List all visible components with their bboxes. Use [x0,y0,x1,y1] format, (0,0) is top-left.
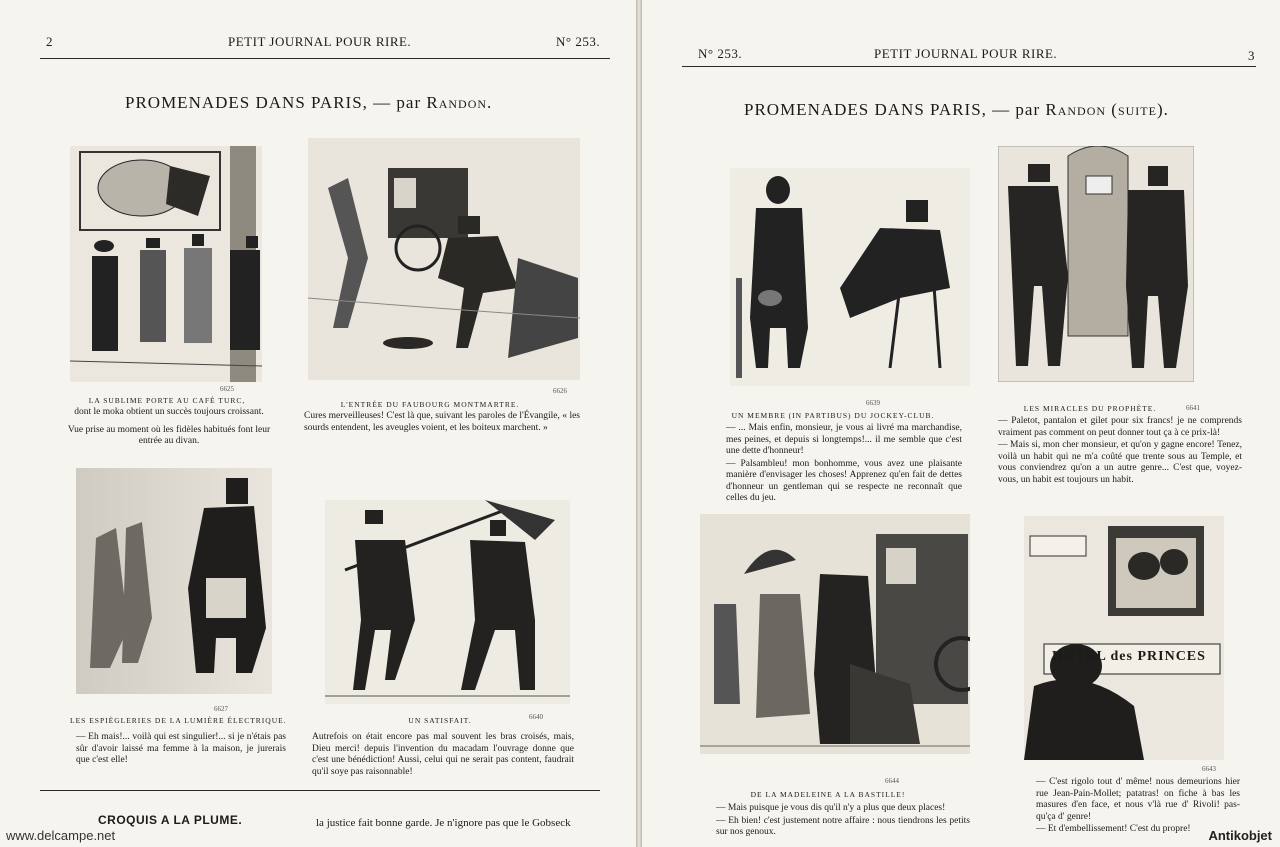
issue-number-right: N° 253. [698,46,743,61]
illustration-cafe-turc [70,146,262,382]
text-line: Cures merveilleuses! C'est là que, suivant les paroles de l'Évangile, « les sourds entendent, les aveugles voient, et les boiteux marchent. » [304,411,580,433]
plate-number: 6640 [529,713,543,721]
illustration-madeleine-bastille [700,514,970,754]
text-line: dont le moka obtient un succès toujours croissant. [74,407,264,417]
running-title-right: PETIT JOURNAL POUR RIRE. [874,46,1058,61]
text-line: — Eh bien! c'est justement notre affaire : nous tiendrons les petits sur nos genoux. [716,815,970,837]
text-line: — Mais si, mon cher monsieur, et qu'on y gagne encore! Tenez, voilà un habit qui ne m'a coûté que trente sous au Temple, et vous conviendrez qu'on a un autre genre... C'est que, voyez-vous, un habit est toujours un habit. [998,440,1242,485]
left-page [0,0,636,847]
illustration-jockey-club [730,168,970,386]
bottom-rule-left [40,790,600,791]
text-line: Autrefois on était encore pas mal souvent les bras croisés, mais, Dieu merci! depuis l'invention du macadam l'ouvrage donne que c'est une bénédiction! Aussi, celui qui ne serait pas content, faudrait qu'il soye pas raisonnable! [312,732,574,777]
caption-jockey-club: UN MEMBRE (IN PARTIBUS) DU JOCKEY-CLUB. [731,411,935,420]
plate-number: 6627 [214,705,228,713]
caption-cafe-turc: LA SUBLIME PORTE AU CAFÉ TURC, [88,396,246,405]
text-line: — ... Mais enfin, monsieur, je vous ai livré ma marchandise, mes peines, et depuis si longtemps!... il me semble que c'est une dette d'honneur! [726,423,962,456]
title-main: PROMENADES DANS PARIS, — [744,100,1011,119]
plate-number: 6643 [1202,765,1216,773]
title-by: par [396,93,422,112]
caption-madeleine-bastille: DE LA MADELEINE A LA BASTILLE! [750,790,906,799]
plate-number: 6626 [553,387,567,395]
illustration-faubourg-montmartre [308,138,580,380]
title-author: Randon. [426,93,493,112]
illustration-lumiere-electrique [76,468,272,694]
caption-miracles-prophete: LES MIRACLES DU PROPHÈTE. [1023,404,1157,413]
text-line: — Palsambleu! mon bonhomme, vous avez une plaisante manière d'envisager les choses! Apprenez qu'en fait de dettes d'honneur un gentleman qui se respecte ne reconnaît que celles du jeu. [726,458,962,503]
title-main: PROMENADES DANS PARIS, — [125,93,392,112]
illustration-miracles-prophete [998,146,1194,382]
watermark-antikobjet: Antikobjet [1208,828,1272,843]
title-author: Randon (suite). [1045,100,1169,119]
header-rule-left [40,58,610,59]
text-line: — Eh mais!... voilà qui est singulier!... si je n'étais pas sûr d'avoir laissé ma femme à la maison, je jurerais que c'est elle! [76,732,286,765]
caption-lumiere-electrique: LES ESPIÈGLERIES DE LA LUMIÈRE ÉLECTRIQUE. [70,716,287,725]
hotel-sign: HOTEL des PRINCES [1052,649,1206,664]
illustration-un-satisfait [325,500,570,704]
page-number-right: 3 [1248,48,1255,63]
text-line: — Et d'embellissement! C'est du propre! [1036,824,1191,834]
title-by: par [1015,100,1041,119]
text-line: — Paletot, pantalon et gilet pour six francs! je ne comprends vraiment pas comment on peut donner tout ça à ce prix-là! [998,416,1242,438]
text-cafe-turc [66,407,272,449]
issue-number-left: N° 253. [556,34,601,49]
text-jockey-club [726,423,962,506]
right-page [642,0,1280,847]
plate-number: 6644 [885,777,899,785]
caption-un-satisfait: UN SATISFAIT. [408,716,472,725]
watermark-delcampe: www.delcampe.net [6,828,116,843]
text-miracles-prophete [998,416,1242,487]
text-line: — Mais puisque je vous dis qu'il n'y a plus que deux places! [716,803,946,813]
plate-number: 6625 [220,385,234,393]
text-line: — C'est rigolo tout d' même! nous demeurions hier rue Jean-Pain-Mollet; patatras! on fiche à bas les masures d'en face, et nous v'là rue d' Rivoli! pas-qu'ça d' genre! [1036,777,1240,822]
text-faubourg-montmartre [304,411,580,435]
text-line: Vue prise au moment où les fidèles habitués font leur entrée au divan. [67,424,271,446]
text-un-satisfait [312,732,574,779]
continued-text-fragment: la justice fait bonne garde. Je n'ignore pas que le Gobseck [316,817,571,829]
section-heading-croquis: CROQUIS A LA PLUME. [98,813,243,827]
page-number-left: 2 [46,34,53,49]
page-title-right [744,100,1169,120]
plate-number: 6641 [1186,404,1200,412]
page-title-left [125,93,492,113]
caption-faubourg-montmartre: L'ENTRÉE DU FAUBOURG MONTMARTRE. [340,400,520,409]
illustration-hotel-des-princes [1024,516,1224,760]
plate-number: 6639 [866,399,880,407]
running-title-left: PETIT JOURNAL POUR RIRE. [228,34,412,49]
text-madeleine-bastille [716,803,970,840]
header-rule-right [682,66,1256,67]
text-lumiere-electrique [76,732,286,768]
